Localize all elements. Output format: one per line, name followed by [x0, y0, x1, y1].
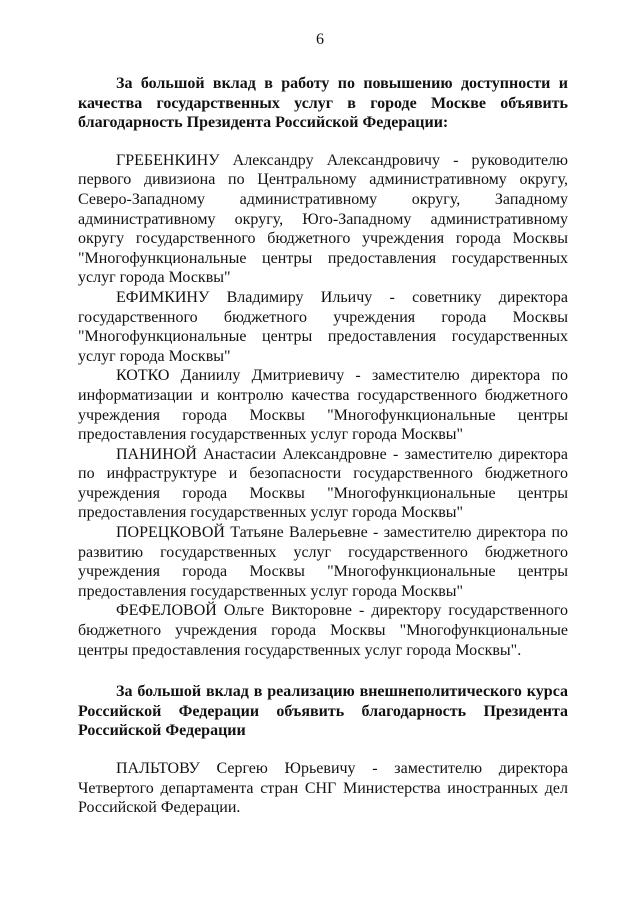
section-heading-domestic-services: За большой вклад в работу по повышению доступности и качества государственных услуг в городе Москве объявить благодарность Президента Российской Федерации:: [78, 75, 568, 132]
spacer: [78, 133, 568, 151]
document-body: [78, 74, 568, 818]
award-entry-paltov: ПАЛЬТОВУ Сергею Юрьевичу - заместителю директора Четвертого департамента стран СНГ Министерства иностранных дел Российской Федерации.: [78, 760, 568, 817]
award-entry-kotko: КОТКО Даниилу Дмитриевичу - заместителю директора по информатизации и контролю качества государственного бюджетного учреждения города Москвы "Многофункциональные центры предоставления государственных услуг города Москвы": [78, 367, 568, 444]
page-number: 6: [316, 31, 324, 48]
award-entry-panina: ПАНИНОЙ Анастасии Александровне - заместителю директора по инфраструктуре и безопасности государственного бюджетного учреждения города Москвы "Многофункциональные центры предоставления государственных услуг города Москвы": [78, 445, 568, 522]
award-entry-efimkin: ЕФИМКИНУ Владимиру Ильичу - советнику директора государственного бюджетного учреждения города Москвы "Многофункциональные центры предоставления государственных услуг города Москвы": [78, 288, 568, 365]
spacer: [78, 741, 568, 759]
award-entry-poretskova: ПОРЕЦКОВОЙ Татьяне Валерьевне - заместителю директора по развитию государственных услуг государственного бюджетного учреждения города Москвы "Многофункциональные центры предоставления государственных услуг города Москвы": [78, 524, 568, 600]
award-entry-fefelova: ФЕФЕЛОВОЙ Ольге Викторовне - директору государственного бюджетного учреждения города Москвы "Многофункциональные центры предоставления государственных услуг города Москвы".: [78, 602, 568, 659]
spacer: [78, 660, 568, 682]
section-heading-foreign-policy: За большой вклад в реализацию внешнеполитического курса Российской Федерации объявить благодарность Президента Российской Федерации: [78, 683, 568, 740]
award-entry-grebenkin: ГРЕБЕНКИНУ Александру Александровичу - руководителю первого дивизиона по Центральному административному округу, Северо-Западному административному округу, Западному административному округу, Юго-Западному административному округу государственного бюджетного учреждения города Москвы "Многофункциональные центры предоставления государственных услуг города Москвы": [78, 151, 568, 287]
